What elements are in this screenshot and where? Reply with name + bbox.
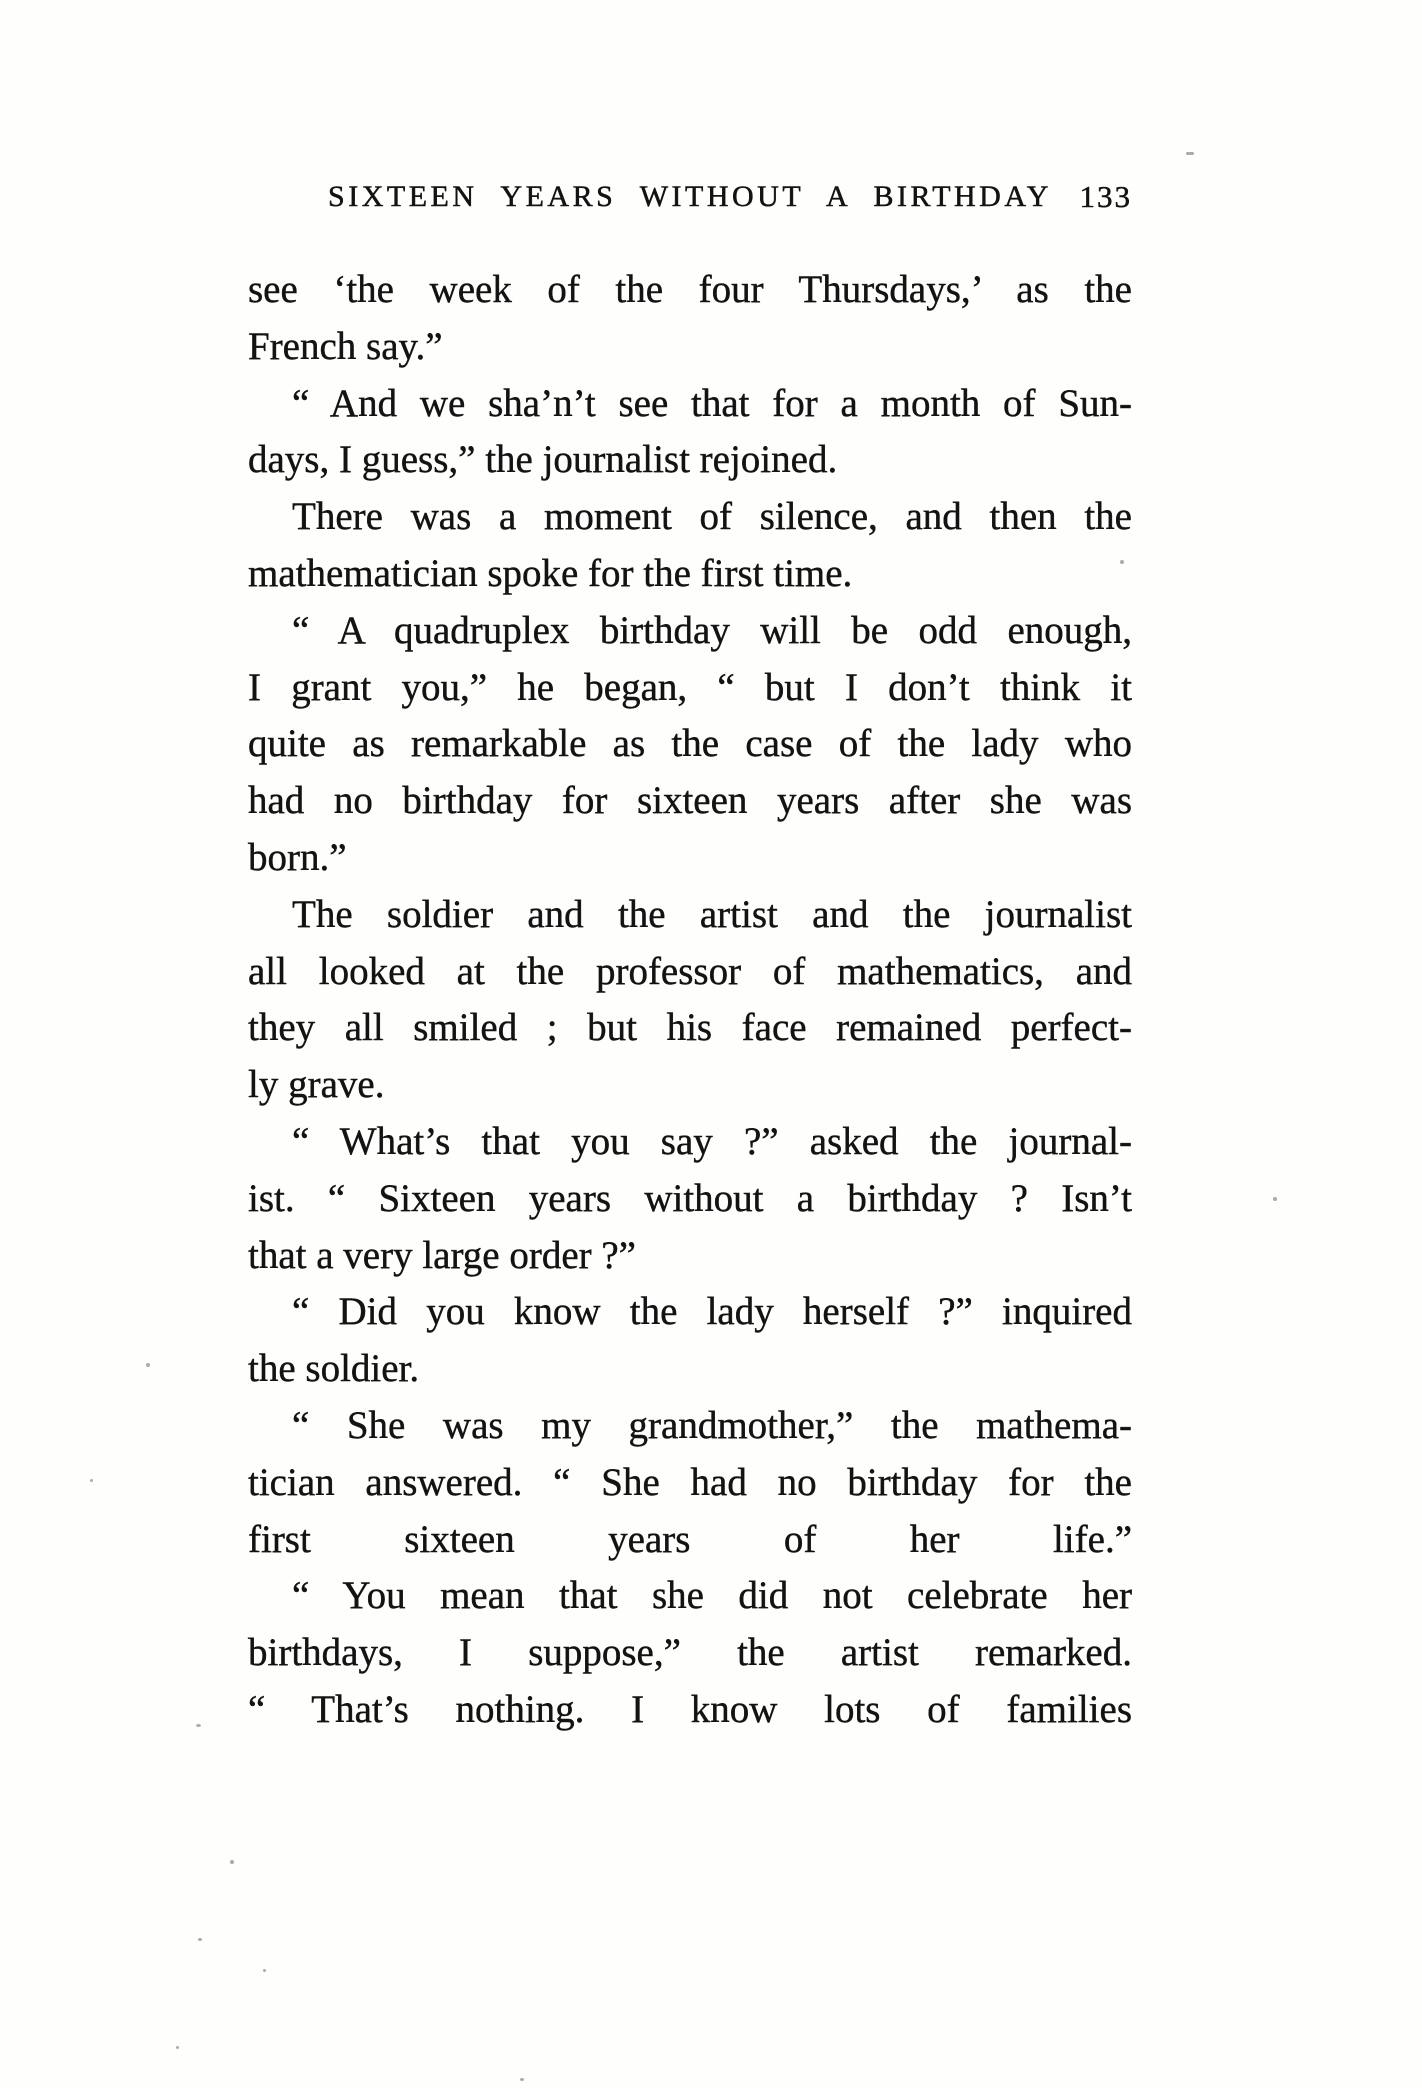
text-line: that a very large order ?” — [248, 1233, 636, 1277]
scan-speck — [196, 1724, 201, 1727]
text-line: “ Did you know the lady herself ?” inquired — [292, 1290, 1132, 1334]
text-line: all looked at the professor of mathematics, and — [248, 949, 1132, 993]
text-line: “ What’s that you say ?” asked the journal- — [292, 1119, 1132, 1163]
text-line: There was a moment of silence, and then the — [292, 495, 1132, 539]
text-line: “ A quadruplex birthday will be odd enough, — [292, 608, 1132, 652]
text-line: tician answered. “ She had no birthday for the — [248, 1460, 1132, 1504]
text-line: “ You mean that she did not celebrate her — [292, 1574, 1132, 1618]
text-line: “ And we sha’n’t see that for a month of Sun- — [292, 381, 1132, 425]
text-line: the soldier. — [248, 1347, 420, 1391]
scan-speck — [1120, 560, 1124, 564]
running-head — [248, 181, 1132, 217]
text-line: first sixteen years of her life.” — [248, 1517, 1132, 1561]
text-line: they all smiled ; but his face remained perfect- — [248, 1006, 1132, 1050]
page-number: 133 — [1079, 179, 1132, 214]
text-line: ly grave. — [248, 1063, 385, 1107]
scan-speck — [198, 1938, 202, 1941]
text-line: birthdays, I suppose,” the artist remarked. — [248, 1631, 1132, 1675]
text-line: mathematician spoke for the first time. — [248, 551, 853, 595]
scan-speck — [90, 1479, 93, 1482]
text-line: “ She was my grandmother,” the mathema- — [292, 1403, 1132, 1447]
text-line: had no birthday for sixteen years after she was — [248, 779, 1132, 823]
scan-speck — [176, 2046, 179, 2049]
text-line: French say.” — [248, 324, 443, 368]
text-line: ist. “ Sixteen years without a birthday ? Isn’t — [248, 1176, 1132, 1220]
text-line: I grant you,” he began, “ but I don’t think it — [248, 665, 1132, 709]
scan-speck — [520, 2078, 524, 2081]
text-line: born.” — [248, 835, 347, 879]
text-line: “ That’s nothing. I know lots of families — [248, 1687, 1132, 1731]
scan-speck — [230, 1860, 234, 1864]
text-line: quite as remarkable as the case of the lady who — [248, 722, 1132, 766]
text-line: see ‘the week of the four Thursdays,’ as the — [248, 268, 1132, 311]
scan-speck — [146, 1363, 150, 1367]
scan-speck — [1273, 1197, 1277, 1201]
scan-speck — [263, 1969, 266, 1972]
text-block — [248, 262, 1132, 1739]
scan-speck — [1186, 152, 1194, 155]
text-line: The soldier and the artist and the journalist — [292, 892, 1132, 936]
text-line: days, I guess,” the journalist rejoined. — [248, 438, 838, 482]
chapter-title: SIXTEEN YEARS WITHOUT A BIRTHDAY — [328, 180, 1052, 213]
